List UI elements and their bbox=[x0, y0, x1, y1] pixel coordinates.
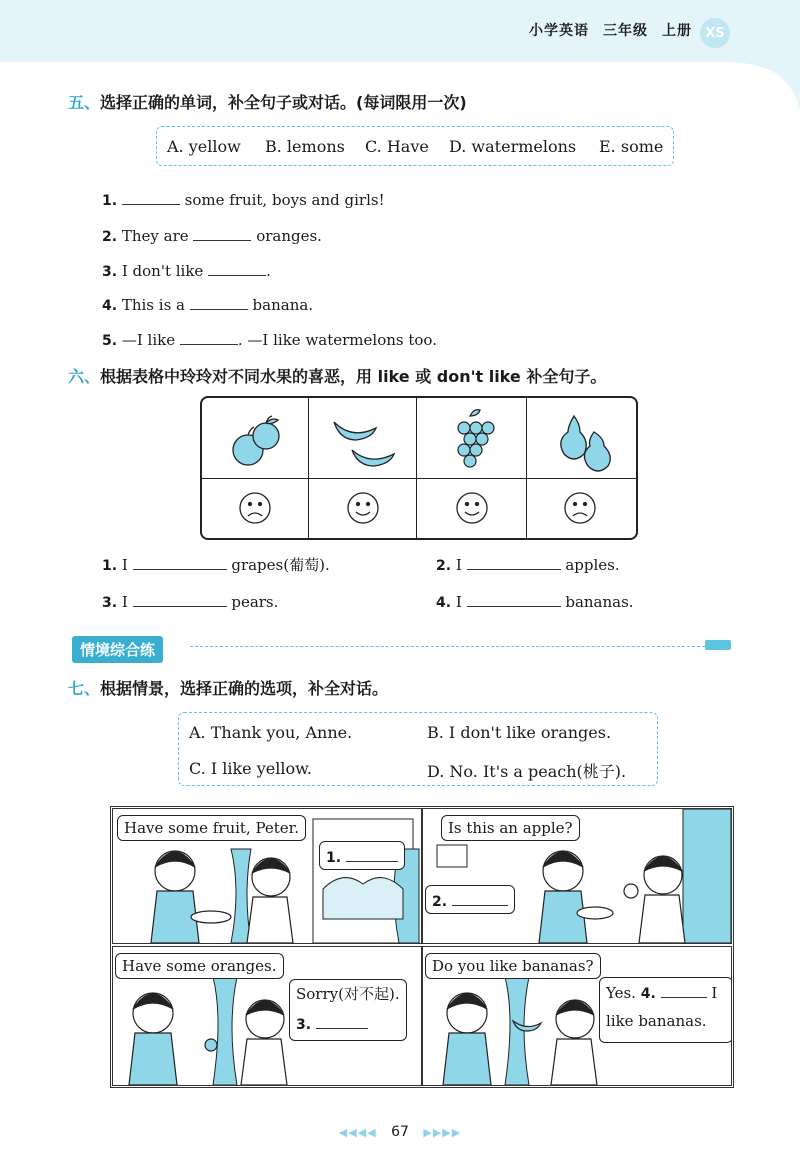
s5-question-1: 1. some fruit, boys and girls! bbox=[102, 188, 385, 209]
page-number: ◀◀◀◀ 67 ▶▶▶▶ bbox=[338, 1124, 462, 1140]
section6-title bbox=[68, 364, 606, 387]
section6-number: 六、 bbox=[68, 367, 101, 386]
pear-icon bbox=[561, 416, 610, 471]
smile-face-icon bbox=[348, 493, 378, 523]
answer-blank[interactable] bbox=[346, 845, 398, 862]
right-arrows-icon: ▶▶▶▶ bbox=[423, 1126, 462, 1139]
sad-face-icon bbox=[565, 493, 595, 523]
s5-question-5: 5. —I like . —I like watermelons too. bbox=[102, 328, 437, 349]
comic-panel-4 bbox=[422, 946, 732, 1086]
s6-question-2: 2. I apples. bbox=[436, 553, 620, 574]
answer-blank[interactable] bbox=[180, 328, 238, 345]
answer-bubble-3: Sorry(对不起). 3. bbox=[289, 979, 407, 1041]
answer-blank[interactable] bbox=[208, 259, 266, 276]
section6-text: 根据表格中玲玲对不同水果的喜恶，用 like 或 don't like 补全句子。 bbox=[100, 367, 607, 386]
speech-bubble: Do you like bananas? bbox=[425, 953, 601, 979]
girl-figure bbox=[151, 851, 231, 943]
comic-panel-1 bbox=[112, 808, 422, 944]
speech-bubble: Have some oranges. bbox=[115, 953, 284, 979]
option-a: A. Thank you, Anne. bbox=[189, 723, 353, 742]
fruit-preference-table bbox=[200, 396, 638, 540]
s6-question-3: 3. I pears. bbox=[102, 590, 278, 611]
answer-blank[interactable] bbox=[133, 553, 227, 570]
left-arrows-icon: ◀◀◀◀ bbox=[338, 1126, 377, 1139]
option-a: A. yellow bbox=[167, 137, 241, 156]
smile-face-icon bbox=[457, 493, 487, 523]
answer-blank[interactable] bbox=[316, 1012, 368, 1029]
header-volume: 上册 bbox=[662, 23, 692, 39]
pencil-icon bbox=[705, 640, 731, 650]
grapes-icon bbox=[458, 410, 494, 467]
s6-question-4: 4. I bananas. bbox=[436, 590, 634, 611]
section7-title bbox=[68, 676, 388, 699]
boy-figure bbox=[624, 856, 685, 943]
section7-option-box bbox=[178, 712, 658, 786]
banana-icon bbox=[334, 422, 394, 466]
answer-blank[interactable] bbox=[452, 889, 508, 906]
comic-panel-3 bbox=[112, 946, 422, 1086]
answer-blank[interactable] bbox=[190, 293, 248, 310]
table-illustrations bbox=[202, 398, 636, 538]
answer-blank[interactable] bbox=[467, 590, 561, 607]
answer-bubble-4: Yes. 4. I like bananas. bbox=[599, 977, 732, 1043]
option-b: B. lemons bbox=[265, 137, 345, 156]
apple-icon bbox=[233, 416, 279, 465]
section7-number: 七、 bbox=[68, 679, 101, 698]
option-b: B. I don't like oranges. bbox=[427, 723, 612, 742]
section5-number: 五、 bbox=[68, 93, 101, 112]
option-e: E. some bbox=[599, 137, 664, 156]
practice-tag: 情境综合练 bbox=[72, 636, 163, 663]
boy-figure bbox=[551, 1000, 597, 1085]
section5-title bbox=[68, 90, 467, 113]
answer-bubble-1: 1. bbox=[319, 841, 405, 870]
option-c: C. I like yellow. bbox=[189, 759, 312, 778]
answer-blank[interactable] bbox=[467, 553, 561, 570]
section5-text: 选择正确的单词，补全句子或对话。(每词限用一次) bbox=[100, 93, 467, 112]
speech-bubble: Is this an apple? bbox=[441, 815, 580, 841]
speech-bubble: Have some fruit, Peter. bbox=[117, 815, 306, 841]
answer-blank[interactable] bbox=[133, 590, 227, 607]
option-d: D. No. It's a peach(桃子). bbox=[427, 762, 627, 781]
sad-face-icon bbox=[240, 493, 270, 523]
header-subject: 小学英语 bbox=[529, 23, 589, 39]
boy-figure bbox=[247, 858, 293, 943]
girl-figure bbox=[129, 993, 217, 1085]
answer-blank[interactable] bbox=[193, 224, 251, 241]
s6-question-1: 1. I grapes(葡萄). bbox=[102, 553, 330, 575]
s5-question-4: 4. This is a banana. bbox=[102, 293, 313, 314]
boy-figure bbox=[241, 1000, 287, 1085]
girl-figure bbox=[539, 851, 613, 943]
xs-badge: XS bbox=[700, 18, 730, 48]
s5-question-2: 2. They are oranges. bbox=[102, 224, 322, 245]
section7-text: 根据情景，选择正确的选项，补全对话。 bbox=[100, 679, 389, 698]
comic-panel-2 bbox=[422, 808, 732, 944]
answer-blank[interactable] bbox=[122, 188, 180, 205]
answer-blank[interactable] bbox=[661, 981, 707, 998]
divider bbox=[190, 646, 705, 647]
section5-word-box bbox=[156, 126, 674, 166]
s5-question-3: 3. I don't like . bbox=[102, 259, 271, 280]
option-d: D. watermelons bbox=[449, 137, 577, 156]
answer-bubble-2: 2. bbox=[425, 885, 515, 914]
option-c: C. Have bbox=[365, 137, 429, 156]
header-grade: 三年级 bbox=[603, 23, 648, 39]
